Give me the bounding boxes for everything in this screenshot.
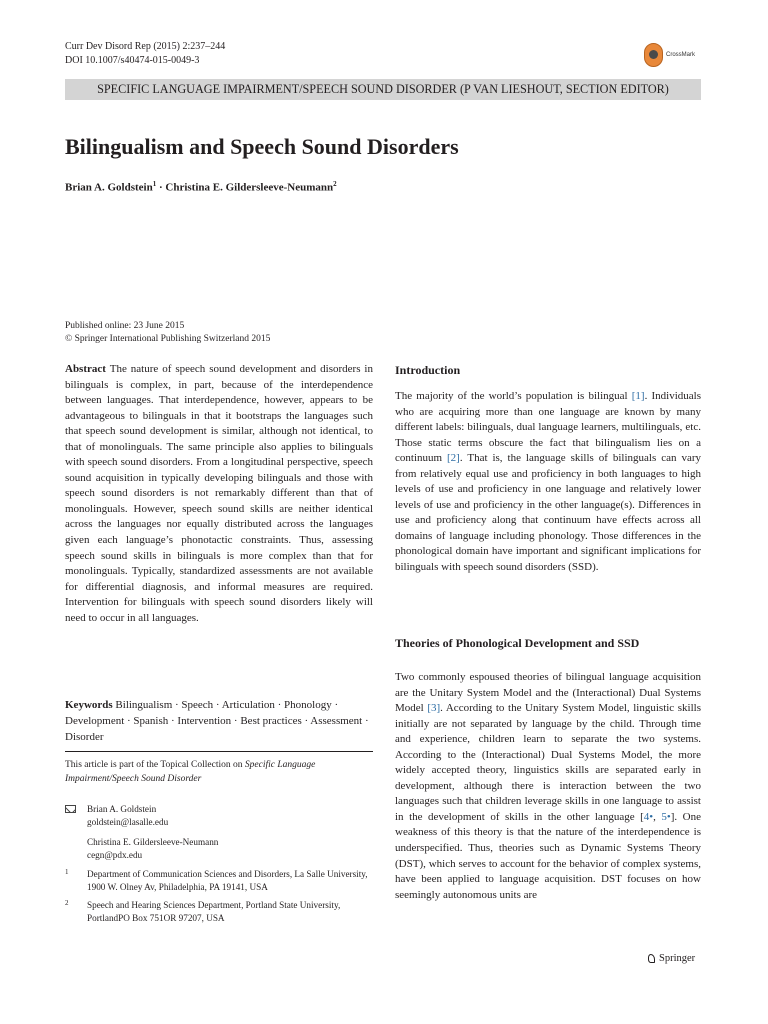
- springer-horse-icon: [648, 954, 656, 964]
- correspondence-contact: [65, 803, 373, 829]
- author-separator: ·: [156, 181, 166, 194]
- keywords-section: [65, 697, 373, 745]
- theories-text: ]. One weakness of this theory is that the nature of the interdependence is underspecified. Thus, theories such as Dynamic Systems Theory (DST), which serves to account for the behavior of complex systems, have been applied to language acquisition. DST focuses on how seemingly autonomous units are: [395, 810, 701, 901]
- affiliation-marker: 2: [333, 180, 337, 188]
- copyright-notice: © Springer International Publishing Switzerland 2015: [65, 334, 271, 344]
- introduction-paragraph: [395, 389, 701, 576]
- abstract-text: The nature of speech sound development and disorders in bilinguals is complex, in part, because of the interdependence between languages. That interdependence, however, appears to be advantageous to bilinguals in that it bootstraps the languages such that speech sound development is similar, although not identical, to that of monolinguals. The same principle also applies to bilinguals with speech sound disorders. From a longitudinal perspective, speech sound acquisition in typically developing bilinguals and those with speech sound disorders is not remarkably different than that of monolinguals. However, speech sound skills are neither identical across the languages nor equally distributed across the languages given each language’s phonotactic constraints. Thus, assessing speech sound skills in bilinguals is more complex than that for monolinguals. Typically, standardized assessments are not available for differential diagnosis, and informal measures are required. Intervention for bilinguals with speech sound disorders likely will need to occur in all languages.: [65, 363, 373, 624]
- topical-prefix: This article is part of the Topical Collection on: [65, 760, 245, 770]
- citation-link[interactable]: [1]: [631, 390, 645, 402]
- affiliation-number: 1: [65, 868, 69, 876]
- affiliation-text: Speech and Hearing Sciences Department, Portland State University, PortlandPO Box 751OR 97207, USA: [87, 900, 341, 923]
- citation-link[interactable]: 5•: [661, 810, 671, 823]
- contact-name: Brian A. Goldstein: [87, 804, 157, 814]
- keywords-label: Keywords: [65, 699, 113, 711]
- abstract-label: Abstract: [65, 363, 106, 375]
- theories-text: . According to the Unitary System Model, linguistic skills initially are not separated by language by the child. Through time and experience, children learn to separate the two systems. According to the (Interactional) Dual Systems Model, the more widely accepted theory, linguistics skills are separated early in development, although there is interaction between the two languages such that children leverage skills in one language to assist in the development of skills in the other language [: [395, 702, 701, 823]
- theories-paragraph: [395, 670, 701, 903]
- topical-collection-note: [65, 758, 373, 786]
- keywords-text: Bilingualism · Speech · Articulation · Phonology · Development · Spanish · Intervention · Best practices · Assessment · Disorder: [65, 699, 369, 743]
- citation-separator: ,: [653, 810, 662, 823]
- author-name[interactable]: Brian A. Goldstein: [65, 181, 153, 194]
- author-name[interactable]: Christina E. Gildersleeve-Neumann: [165, 181, 334, 194]
- journal-line: Curr Dev Disord Rep (2015) 2:237–244: [65, 41, 226, 52]
- contact-name: Christina E. Gildersleeve-Neumann: [87, 837, 219, 847]
- abstract-section: [65, 362, 373, 626]
- author-list: [65, 180, 337, 194]
- doi-line[interactable]: DOI 10.1007/s40474-015-0049-3: [65, 55, 200, 66]
- affiliation-entry: [65, 899, 373, 925]
- affiliation-number: 2: [65, 899, 69, 907]
- footnote-divider: [65, 751, 373, 752]
- topical-collection-name: Specific Language Impairment/Speech Sound Disorder: [65, 760, 316, 784]
- theories-text: Two commonly espoused theories of bilingual language acquisition are the Unitary System Model and the (Interactional) Dual Systems Model: [395, 671, 701, 715]
- citation-link[interactable]: [3]: [427, 702, 441, 715]
- citation-link[interactable]: [2]: [447, 452, 460, 465]
- crossmark-icon: [644, 43, 663, 67]
- theories-heading: Theories of Phonological Development and SSD: [395, 636, 640, 650]
- crossmark-label: CrossMark: [666, 52, 696, 58]
- mail-icon: [65, 805, 76, 813]
- intro-text: . Individuals who are acquiring more than one language are known by many different labels: bilinguals, dual language learners, multilinguals, etc. Those static terms obscure the fact that bilingualism lies on a continuum: [395, 390, 701, 465]
- correspondence-contact: [65, 836, 373, 862]
- citation-link[interactable]: 4•: [643, 810, 654, 823]
- intro-text: The majority of the world’s population is bilingual: [395, 390, 632, 402]
- article-title: Bilingualism and Speech Sound Disorders: [65, 134, 459, 159]
- introduction-heading: Introduction: [395, 363, 461, 377]
- publisher-logo: [648, 953, 695, 964]
- publication-info: [65, 320, 270, 346]
- affiliation-marker: 1: [152, 180, 157, 188]
- intro-text: . That is, the language skills of bilinguals can vary from relatively equal use and proficiency in both languages to high levels of use and proficiency in one language and relatively lower levels of use and proficiency in the other language(s). Differences in use and proficiency along that continuum have effects across all domains of language including phonology. Those differences in the phonological domain have important and significant implications for bilinguals with speech sound disorders (SSD).: [395, 452, 701, 574]
- affiliation-entry: [65, 868, 373, 894]
- contact-email[interactable]: cegn@pdx.edu: [87, 850, 143, 860]
- crossmark-badge[interactable]: [644, 43, 695, 67]
- published-date: Published online: 23 June 2015: [65, 321, 185, 331]
- affiliation-text: Department of Communication Sciences and Disorders, La Salle University, 1900 W. Olney Av, Philadelphia, PA 19141, USA: [87, 869, 368, 892]
- publisher-name: Springer: [659, 953, 696, 964]
- section-banner: SPECIFIC LANGUAGE IMPAIRMENT/SPEECH SOUND DISORDER (P VAN LIESHOUT, SECTION EDITOR): [65, 79, 701, 100]
- contact-email[interactable]: goldstein@lasalle.edu: [87, 817, 169, 827]
- journal-citation: [65, 40, 225, 68]
